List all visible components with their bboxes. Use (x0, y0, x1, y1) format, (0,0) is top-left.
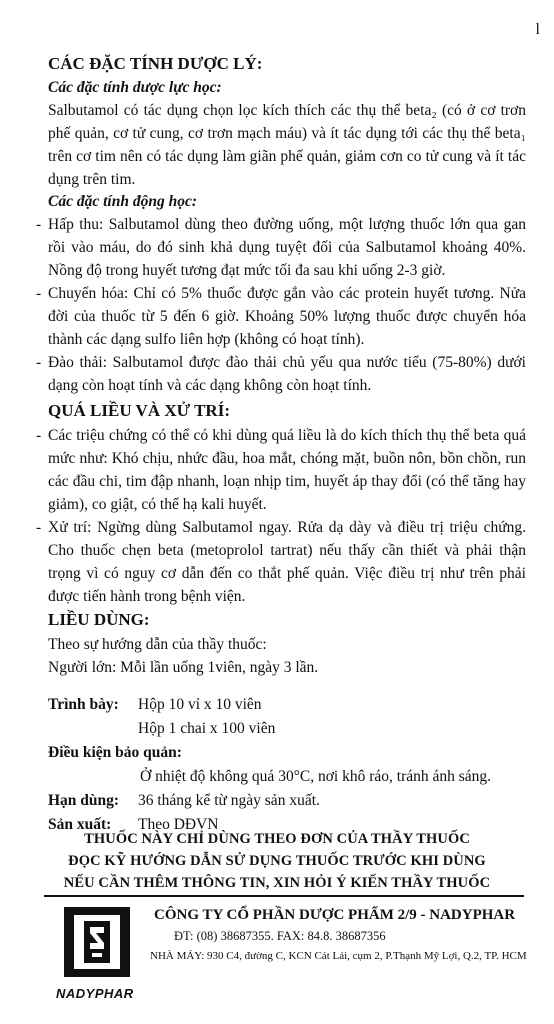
overdose-treatment-item: - Xử trí: Ngừng dùng Salbutamol ngay. Rửa dạ dày và điều trị triệu chứng. Cho thuốc chẹn beta (metoprolol tartrat) nếu thấy cần thiết và phải thận trọng vì có nguy cơ dẫn đến co thắt phế quản. Việc điều trị như trên phải được tiến hành trong bệnh viện. (36, 516, 526, 608)
manufacture-label: Sản xuất: (48, 816, 112, 833)
dosage-line: Người lớn: Mỗi lần uống 1viên, ngày 3 lần. (48, 659, 319, 676)
corner-mark: l (535, 21, 540, 38)
pharmacology-heading: CÁC ĐẶC TÍNH DƯỢC LÝ: (48, 54, 263, 73)
prescription-warning (0, 828, 554, 894)
pharmacokinetics-heading: Các đặc tính động học: (48, 193, 197, 210)
dosage-heading: LIỀU DÙNG: (48, 610, 150, 629)
leaflet-body (36, 52, 526, 837)
overdose-symptoms-item: - Các triệu chứng có thể có khi dùng quá liều là do kích thích thụ thể beta quá mức như: Khó chịu, nhức đầu, hoa mắt, chóng mặt, buồn nôn, bồn chồn, run các đầu chi, tim đập nhanh, loạn nhịp tim, huyết áp thay đổi (có thể tăng hay giảm), co giật, có thể hạ kali huyết. (36, 424, 526, 516)
presentation-value: Hộp 10 vỉ x 10 viên (138, 696, 262, 713)
storage-value: Ở nhiệt độ không quá 30°C, nơi khô ráo, tránh ánh sáng. (140, 768, 492, 785)
manufacture-value: Theo DĐVN (138, 816, 219, 833)
logo-wordmark: NADYPHAR (56, 986, 134, 1001)
divider (44, 895, 524, 897)
company-name: CÔNG TY CỔ PHẦN DƯỢC PHẨM 2/9 - NADYPHAR (154, 907, 516, 923)
warning-line: NẾU CẦN THÊM THÔNG TIN, XIN HỎI Ý KIẾN THẦY THUỐC (63, 875, 491, 891)
absorption-item: - Hấp thu: Salbutamol dùng theo đường uống, một lượng thuốc lớn qua gan rồi vào máu, do đó sinh khả dụng tuyệt đối của Salbutamol khoảng 40%. Nồng độ trong huyết tương đạt mức tối đa sau khi uống 2-3 giờ. (36, 213, 526, 282)
dosage-line: Theo sự hướng dẫn của thầy thuốc: (48, 636, 267, 653)
expiry-row (48, 789, 526, 813)
company-contact: ĐT: (08) 38687355. FAX: 84.8. 38687356 (174, 929, 386, 943)
pharmacodynamics-text: Salbutamol có tác dụng chọn lọc kích thích các thụ thể beta₂ (có ở cơ trơn phế quản, cơ tử cung, cơ trơn mạch máu) và ít tác dụng tới các thụ thể beta₁ trên cơ tim nên có tác dụng làm giãn phế quản, giảm cơn co tử cung và ít tác dụng trên tim. (48, 102, 526, 188)
overdose-heading: QUÁ LIỀU VÀ XỬ TRÍ: (48, 401, 230, 420)
presentation-label: Trình bày: (48, 696, 119, 713)
presentation-row-2 (48, 717, 526, 741)
presentation-row (48, 693, 526, 717)
warning-line: ĐỌC KỸ HƯỚNG DẪN SỬ DỤNG THUỐC TRƯỚC KHI DÙNG (68, 853, 486, 869)
expiry-label: Hạn dùng: (48, 792, 120, 809)
company-factory: NHÀ MÁY: 930 C4, đường C, KCN Cát Lái, cụm 2, P.Thạnh Mỹ Lợi, Q.2, TP. HCM (150, 950, 527, 962)
warning-line: THUỐC NÀY CHỈ DÙNG THEO ĐƠN CỦA THẦY THUỐC (84, 831, 470, 847)
nadyphar-logo-icon (56, 905, 138, 983)
pharmacodynamics-heading: Các đặc tính dược lực học: (48, 79, 222, 96)
presentation-value: Hộp 1 chai x 100 viên (138, 720, 276, 737)
product-info (48, 693, 526, 837)
expiry-value: 36 tháng kể từ ngày sản xuất. (138, 792, 320, 809)
metabolism-item: - Chuyển hóa: Chỉ có 5% thuốc được gắn vào các protein huyết tương. Nửa đời của thuốc từ 5 đến 6 giờ. Khoảng 50% lượng thuốc được chuyển hóa thành các dạng sulfo liên hợp (không có hoạt tính). (36, 282, 526, 351)
company-block (150, 904, 534, 966)
storage-label: Điều kiện bảo quản: (48, 744, 182, 761)
elimination-item: - Đào thải: Salbutamol được đào thải chủ yếu qua nước tiểu (75-80%) dưới dạng còn hoạt tính và các dạng không còn hoạt tính. (36, 351, 526, 397)
